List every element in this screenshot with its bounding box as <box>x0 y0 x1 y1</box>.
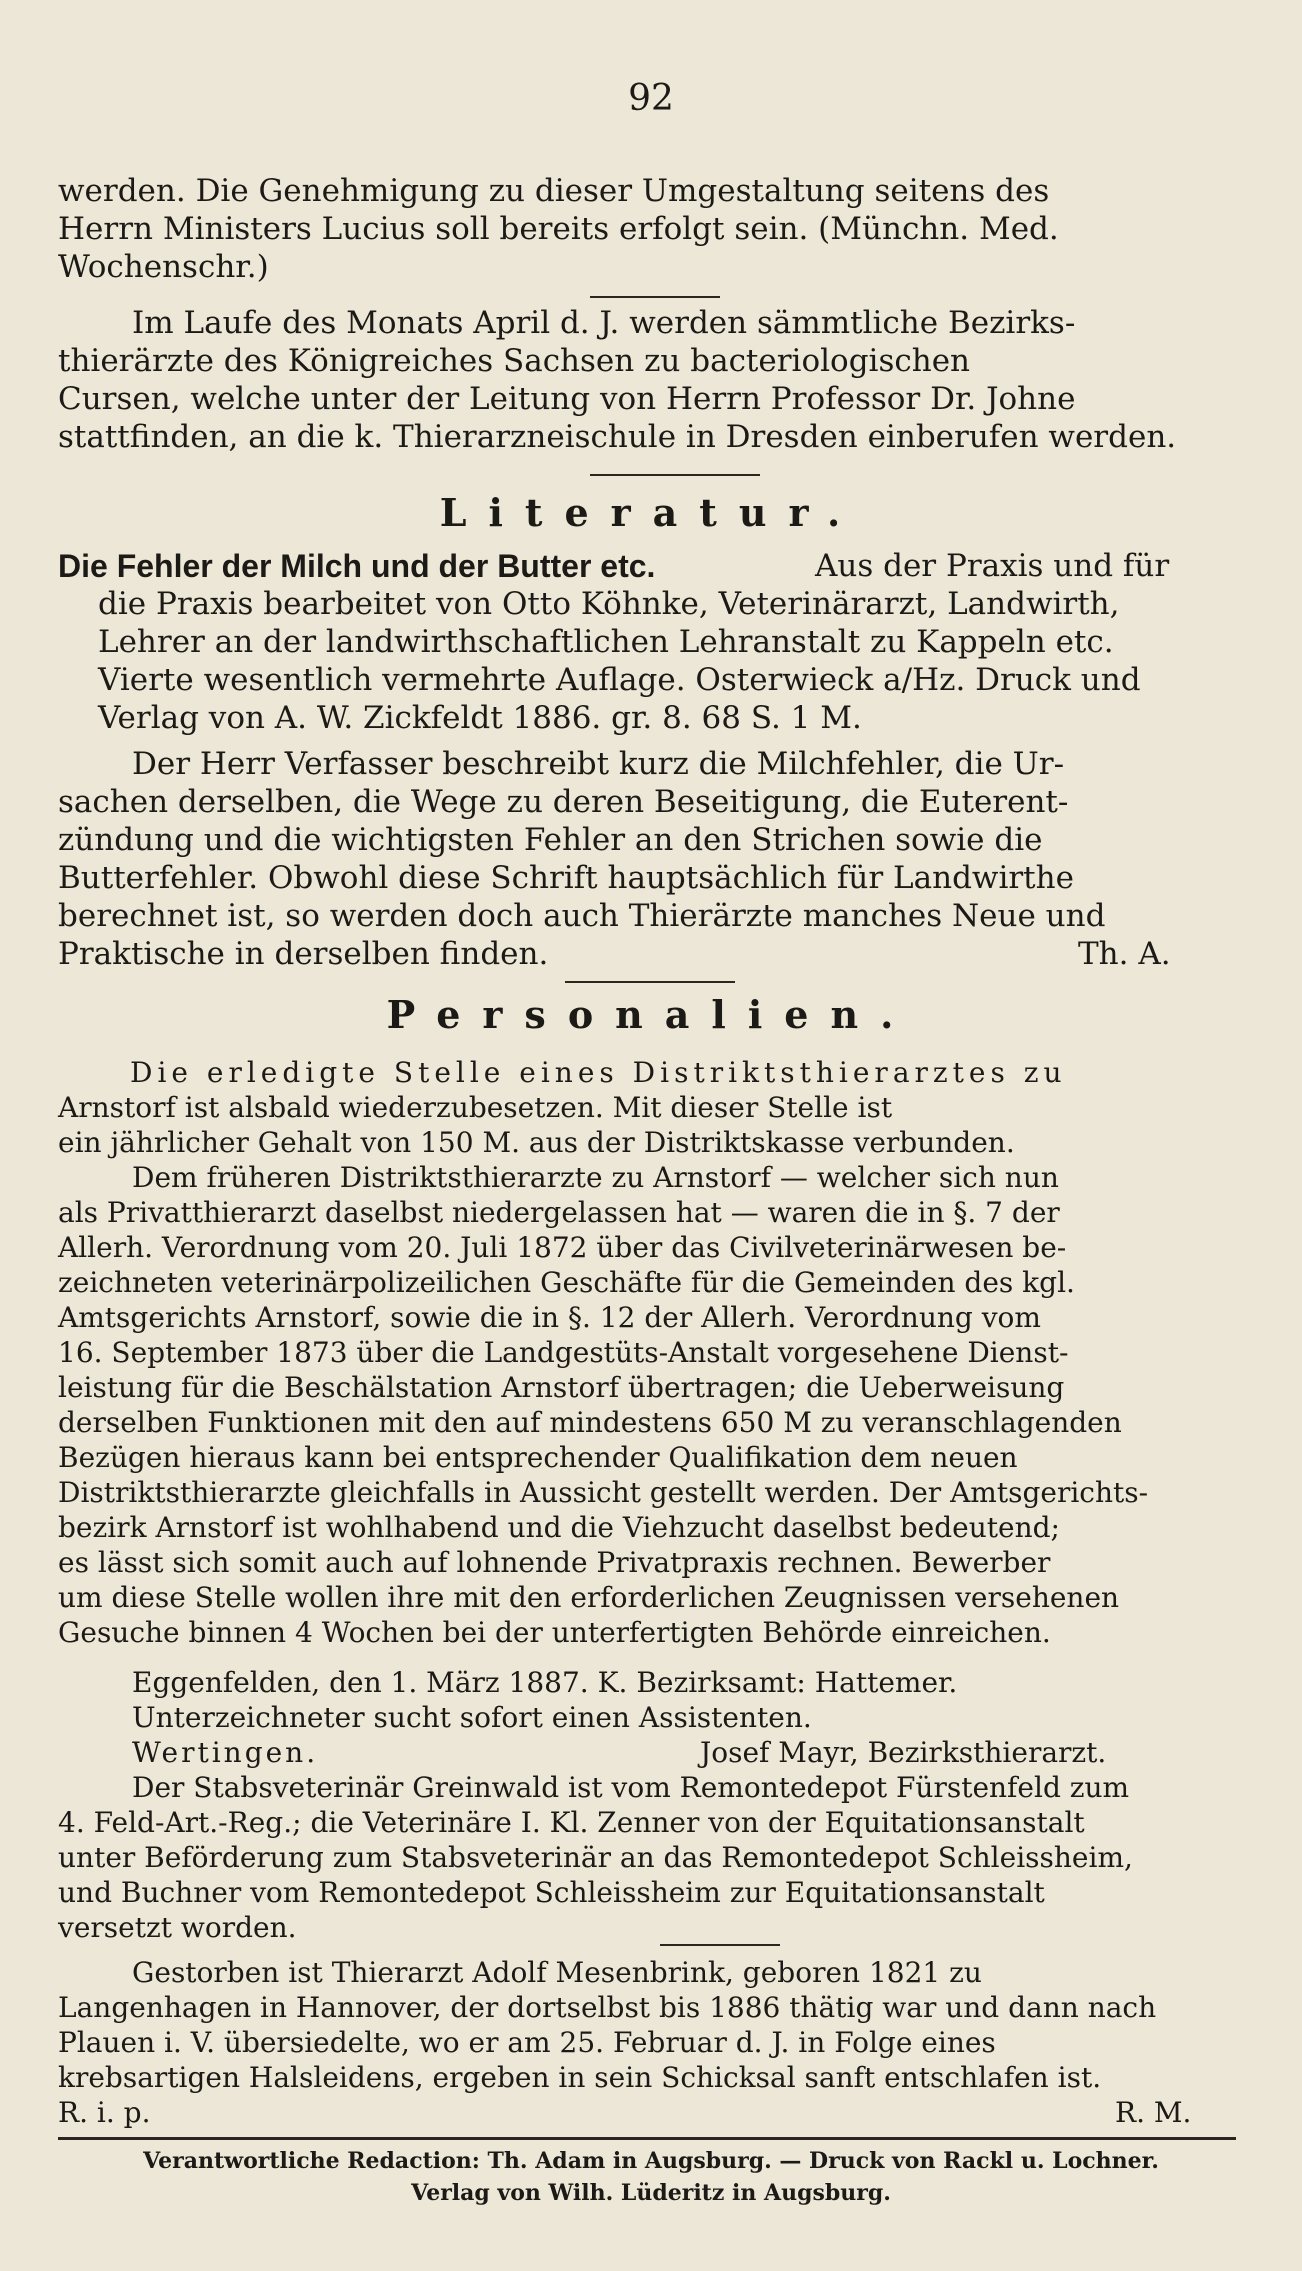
text-line: Langenhagen in Hannover, der dortselbst bis 1886 thätig war und dann nach <box>58 1991 1157 2024</box>
text-line: 16. September 1873 über die Landgestüts-Anstalt vorgesehene Dienst- <box>58 1336 1069 1369</box>
section-divider <box>660 1944 780 1946</box>
text-line: versetzt worden. <box>58 1911 297 1944</box>
text-line: Lehrer an der landwirthschaftlichen Lehranstalt zu Kappeln etc. <box>98 624 1114 660</box>
footer-line: Verantwortliche Redaction: Th. Adam in Augsburg. — Druck von Rackl u. Lochner. <box>143 2148 1159 2174</box>
signature: Th. A. <box>1078 936 1171 972</box>
text-line: stattfinden, an die k. Thierarzneischule in Dresden einberufen werden. <box>58 419 1177 455</box>
text-line: Dem früheren Distriktsthierarzte zu Arnstorf — welcher sich nun <box>132 1161 1059 1194</box>
text-line: Eggenfelden, den 1. März 1887. K. Bezirksamt: Hattemer. <box>132 1666 958 1699</box>
heading-literatur: Literatur. <box>439 490 863 535</box>
text-line: werden. Die Genehmigung zu dieser Umgestaltung seitens des <box>58 173 1050 209</box>
text-line: zündung und die wichtigsten Fehler an den Strichen sowie die <box>58 822 1043 858</box>
text-line: Butterfehler. Obwohl diese Schrift hauptsächlich für Landwirthe <box>58 860 1074 896</box>
text-line: sachen derselben, die Wege zu deren Beseitigung, die Euterent- <box>58 784 1069 820</box>
text-line: thierärzte des Königreiches Sachsen zu bacteriologischen <box>58 343 971 379</box>
text-line: derselben Funktionen mit den auf mindestens 650 M zu veranschlagenden <box>58 1406 1122 1439</box>
text-line: Der Herr Verfasser beschreibt kurz die Milchfehler, die Ur- <box>132 746 1065 782</box>
text-line: Im Laufe des Monats April d. J. werden sämmtliche Bezirks- <box>132 305 1076 341</box>
text-line: krebsartigen Halsleidens, ergeben in sein Schicksal sanft entschlafen ist. <box>58 2061 1102 2094</box>
text-line: Vierte wesentlich vermehrte Auflage. Osterwieck a/Hz. Druck und <box>98 662 1141 698</box>
text-line: bezirk Arnstorf ist wohlhabend und die Viehzucht daselbst bedeutend; <box>58 1511 1060 1544</box>
text-line: um diese Stelle wollen ihre mit den erforderlichen Zeugnissen versehenen <box>58 1581 1120 1614</box>
text-line: Verlag von A. W. Zickfeldt 1886. gr. 8. 68 S. 1 M. <box>98 700 862 736</box>
footer-rule <box>58 2137 1236 2140</box>
text-line: Der Stabsveterinär Greinwald ist vom Remontedepot Fürstenfeld zum <box>132 1771 1130 1804</box>
text-line: 4. Feld-Art.-Reg.; die Veterinäre I. Kl. Zenner von der Equitationsanstalt <box>58 1806 1085 1839</box>
text-line: Allerh. Verordnung vom 20. Juli 1872 über das Civilveterinärwesen be- <box>58 1231 1067 1264</box>
text-line: es lässt sich somit auch auf lohnende Privatpraxis rechnen. Bewerber <box>58 1546 1051 1579</box>
text-line: Amtsgerichts Arnstorf, sowie die in §. 12 der Allerh. Verordnung vom <box>58 1301 1041 1334</box>
text-line: Praktische in derselben finden. <box>58 936 549 972</box>
text-line: Plauen i. V. übersiedelte, wo er am 25. Februar d. J. in Folge eines <box>58 2026 996 2059</box>
text-line: leistung für die Beschälstation Arnstorf übertragen; die Ueberweisung <box>58 1371 1065 1404</box>
text-line: ein jährlicher Gehalt von 150 M. aus der Distriktskasse verbunden. <box>58 1126 1015 1159</box>
text-line: Gestorben ist Thierarzt Adolf Mesenbrink, geboren 1821 zu <box>132 1956 982 1989</box>
book-title: Die Fehler der Milch und der Butter etc. <box>58 548 656 584</box>
signature: Josef Mayr, Bezirksthierarzt. <box>700 1736 1107 1769</box>
text-line: als Privatthierarzt daselbst niedergelassen hat — waren die in §. 7 der <box>58 1196 1060 1229</box>
text-line: Gesuche binnen 4 Wochen bei der unterfertigten Behörde einreichen. <box>58 1616 1051 1649</box>
text-line: Unterzeichneter sucht sofort einen Assistenten. <box>132 1701 812 1734</box>
section-divider <box>565 981 735 983</box>
text-line: Distriktsthierarzte gleichfalls in Aussicht gestellt werden. Der Amtsgerichts- <box>58 1476 1149 1509</box>
text-line: Aus der Praxis und für <box>815 548 1170 584</box>
page-number: 92 <box>628 78 674 119</box>
text-line: die Praxis bearbeitet von Otto Köhnke, Veterinärarzt, Landwirth, <box>98 586 1120 622</box>
text-line: Herrn Ministers Lucius soll bereits erfolgt sein. (Münchn. Med. <box>58 211 1059 247</box>
section-divider <box>590 474 760 476</box>
text-line: zeichneten veterinärpolizeilichen Geschäfte für die Gemeinden des kgl. <box>58 1266 1075 1299</box>
text-line: Bezügen hieraus kann bei entsprechender Qualifikation dem neuen <box>58 1441 1018 1474</box>
text-line: R. i. p. <box>58 2096 151 2129</box>
section-divider <box>590 296 720 298</box>
text-line: Wertingen. <box>132 1736 319 1769</box>
text-line: und Buchner vom Remontedepot Schleissheim zur Equitationsanstalt <box>58 1876 1045 1909</box>
text-line: Wochenschr.) <box>58 249 269 285</box>
text-line: unter Beförderung zum Stabsveterinär an das Remontedepot Schleissheim, <box>58 1841 1133 1874</box>
heading-personalien: Personalien. <box>386 992 916 1037</box>
text-line: Die erledigte Stelle eines Distriktsthierarztes zu <box>130 1056 1067 1089</box>
signature: R. M. <box>1115 2096 1192 2129</box>
text-line: Arnstorf ist alsbald wiederzubesetzen. Mit dieser Stelle ist <box>58 1091 893 1124</box>
text-line: berechnet ist, so werden doch auch Thierärzte manches Neue und <box>58 898 1106 934</box>
footer-line: Verlag von Wilh. Lüderitz in Augsburg. <box>411 2180 891 2206</box>
text-line: Cursen, welche unter der Leitung von Herrn Professor Dr. Johne <box>58 381 1076 417</box>
